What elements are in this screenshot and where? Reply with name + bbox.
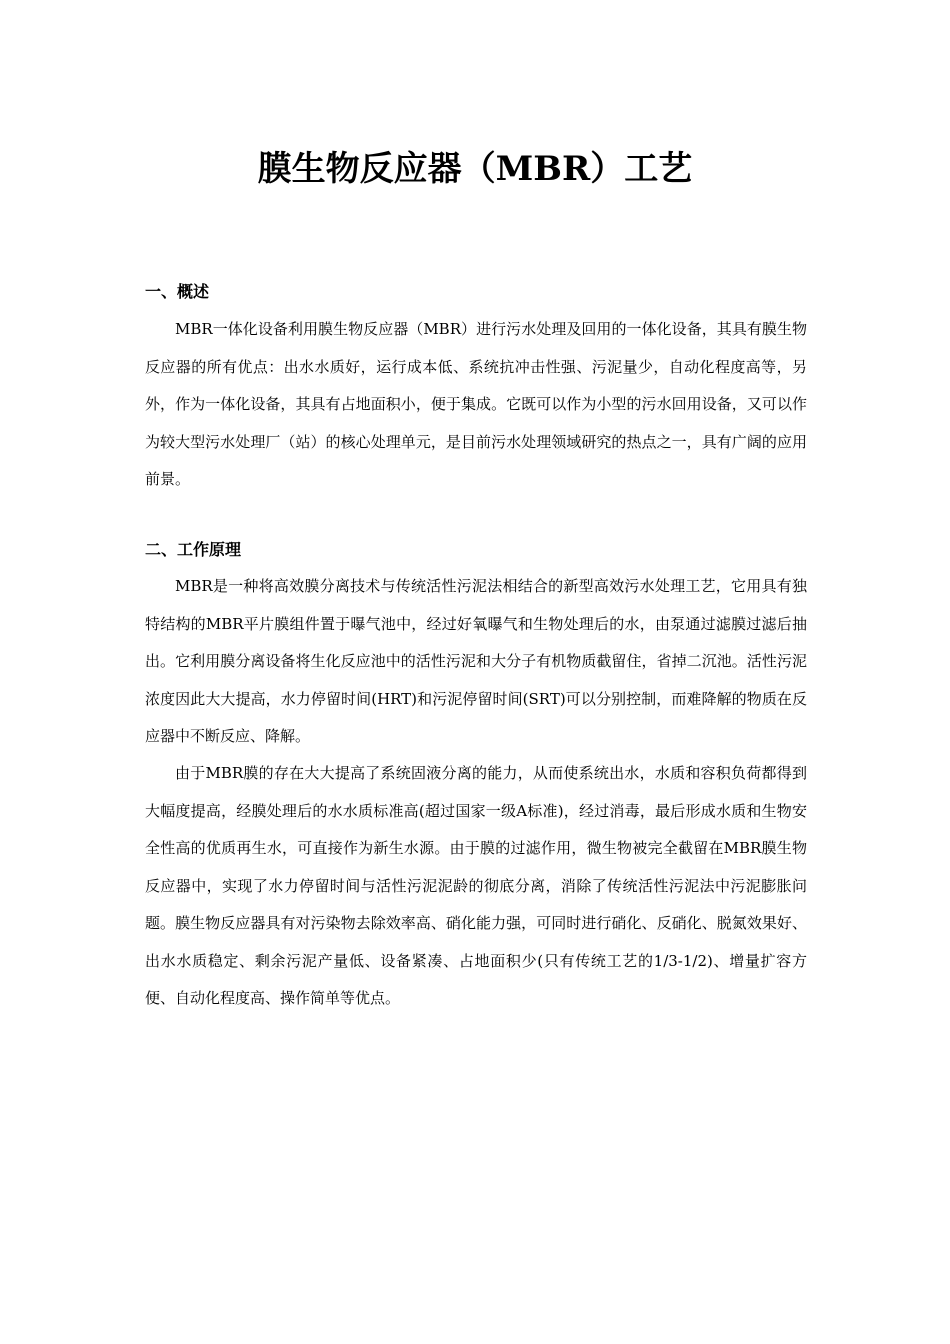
section-heading-overview: 一、概述 [145,282,210,301]
principle-paragraph-2: 由于MBR膜的存在大大提高了系统固液分离的能力，从而使系统出水，水质和容积负荷都得到大幅度提高，经膜处理后的水水质标准高(超过国家一级A标准)，经过消毒，最后形成水质和生物安全性高的优质再生水，可直接作为新生水源。由于膜的过滤作用，微生物被完全截留在MBR膜生物反应器中，实现了水力停留时间与活性污泥泥龄的彻底分离，消除了传统活性污泥法中污泥膨胀问题。膜生物反应器具有对污染物去除效率高、硝化能力强，可同时进行硝化、反硝化、脱氮效果好、出水水质稳定、剩余污泥产量低、设备紧凑、占地面积少(只有传统工艺的1/3-1/2)、增量扩容方便、自动化程度高、操作简单等优点。 [145,764,807,1007]
principle-paragraph-1: MBR是一种将高效膜分离技术与传统活性污泥法相结合的新型高效污水处理工艺，它用具有独特结构的MBR平片膜组件置于曝气池中，经过好氧曝气和生物处理后的水，由泵通过滤膜过滤后抽出。它利用膜分离设备将生化反应池中的活性污泥和大分子有机物质截留住，省掉二沉池。活性污泥浓度因此大大提高，水力停留时间(HRT)和污泥停留时间(SRT)可以分别控制，而难降解的物质在反应器中不断反应、降解。 [145,577,807,745]
overview-paragraph: MBR一体化设备利用膜生物反应器（MBR）进行污水处理及回用的一体化设备，其具有膜生物反应器的所有优点：出水水质好，运行成本低、系统抗冲击性强、污泥量少，自动化程度高等，另外，作为一体化设备，其具有占地面积小，便于集成。它既可以作为小型的污水回用设备，又可以作为较大型污水处理厂（站）的核心处理单元，是目前污水处理领域研究的热点之一，具有广阔的应用前景。 [145,320,807,488]
section-heading-principle: 二、工作原理 [145,540,242,559]
page-title: 膜生物反应器（MBR）工艺 [257,149,693,189]
